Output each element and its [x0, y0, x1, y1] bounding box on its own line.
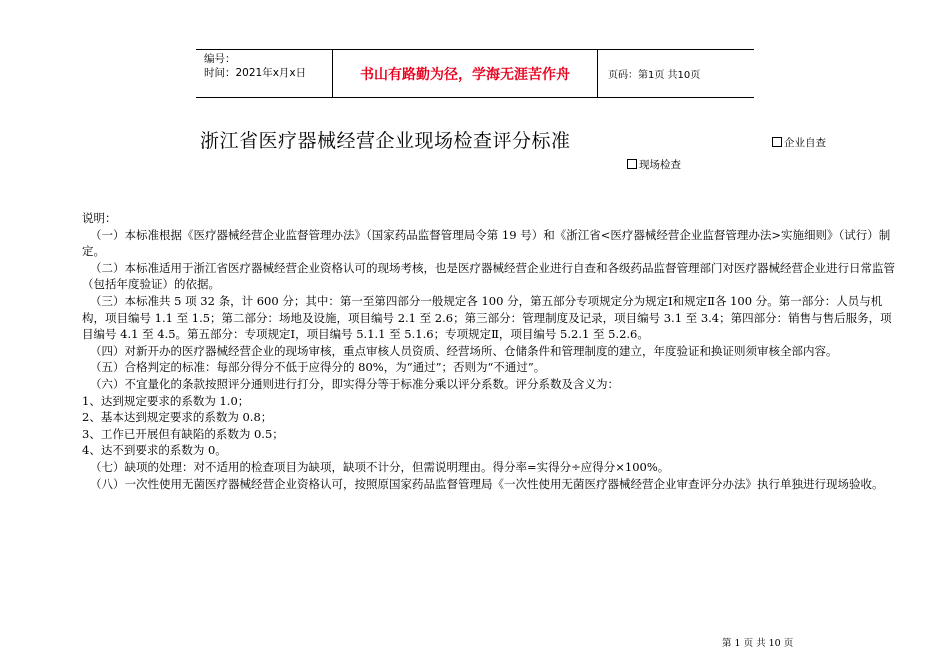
self-check-label: 企业自查 — [784, 137, 826, 149]
header-meta — [196, 50, 332, 97]
paragraph: （五）合格判定的标准：每部分得分不低于应得分的 80%，为“通过”；否则为“不通过”。 — [90, 360, 546, 375]
paragraph: （六）不宜量化的条款按照评分通则进行打分，即实得分等于标准分乘以评分系数。评分系数及含义为： — [90, 376, 619, 391]
list-item: 3、工作已开展但有缺陷的系数为 0.5； — [82, 426, 284, 441]
list-item: 2、基本达到规定要求的系数为 0.8； — [82, 410, 273, 425]
paragraph: （八）一次性使用无菌医疗器械经营企业资格认可，按照原国家药品监督管理局《一次性使用无菌医疗器械经营企业审查评分办法》执行单独进行现场验收。 — [90, 476, 884, 491]
number-label: 编号： — [204, 53, 236, 65]
paragraph: （三）本标准共 5 项 32 条，计 600 分；其中：第一至第四部分一般规定各 100 分，第五部分专项规定分为规定Ⅰ和规定Ⅱ各 100 分。第一部分：人员与机构，项目编号 1.1 至 1.5；第二部分：场地及设施，项目编号 2.1 至 2.6；第三部分：管理制度及记录，项目编号 3.1 至 3.4；第四部分：销售与售后服务，项目编号 4.1 至 4.5。第五部分：专项规定Ⅰ，项目编号 5.1.1 至 5.1.6；专项规定Ⅱ，项目编号 5.2.1 至 5.2.6。 — [82, 293, 892, 342]
document-header — [196, 49, 754, 98]
instructions-heading: 说明： — [82, 211, 117, 225]
paragraph: （二）本标准适用于浙江省医疗器械经营企业资格认可的现场考核，也是医疗器械经营企业进行自查和各级药品监督管理部门对医疗器械经营企业进行日常监管（包括年度验证）的依据。 — [82, 260, 895, 292]
paragraph: （七）缺项的处理：对不适用的检查项目为缺项，缺项不计分，但需说明理由。得分率=实得分÷应得分×100%。 — [90, 459, 670, 474]
site-check-option[interactable] — [627, 157, 681, 172]
page-footer: 第 1 页 共 10 页 — [722, 638, 794, 649]
self-check-option[interactable] — [772, 135, 826, 150]
instructions-body — [82, 210, 897, 492]
page-info: 页码：第1页 共10页 — [608, 70, 701, 81]
motto-text: 书山有路勤为径，学海无涯苦作舟 — [332, 50, 598, 97]
list-item: 1、达到规定要求的系数为 1.0； — [82, 393, 250, 408]
paragraph: （四）对新开办的医疗器械经营企业的现场审核，重点审核人员资质、经营场所、仓储条件和管理制度的建立，年度验证和换证则须审核全部内容。 — [90, 343, 838, 358]
site-check-label: 现场检查 — [639, 159, 681, 171]
time-label: 时间：2021年x月x日 — [204, 67, 307, 79]
page-title: 浙江省医疗器械经营企业现场检查评分标准 — [200, 130, 571, 152]
paragraph: （一）本标准根据《医疗器械经营企业监督管理办法》（国家药品监督管理局令第 19 号）和《浙江省<医疗器械经营企业监督管理办法>实施细则》（试行）制定。 — [82, 227, 891, 259]
checkbox-icon[interactable] — [627, 159, 637, 169]
checkbox-icon[interactable] — [772, 137, 782, 147]
list-item: 4、达不到要求的系数为 0。 — [82, 443, 227, 458]
